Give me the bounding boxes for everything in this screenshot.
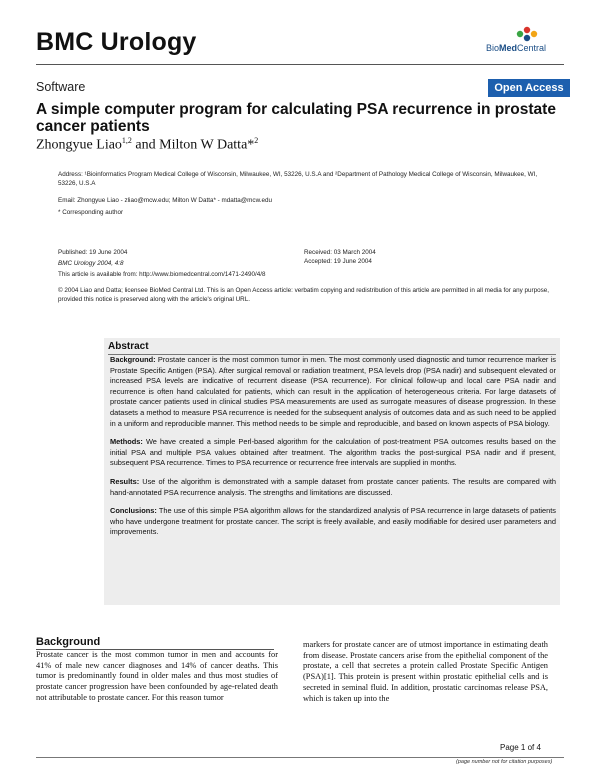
author-name[interactable]: Milton W Datta* [159,137,255,153]
article-title: A simple computer program for calculating PSA recurrence in prostate cancer patients [36,101,556,135]
abstract-results: Results: Use of the algorithm is demonstrated with a sample dataset from prostate cancer patients. The results are compared with hand-annotated PSA recurrence analysis. The strengths and limitations are discussed. [110,476,556,497]
body-column-right: markers for prostate cancer are of utmost importance in estimating death from disease. Prostate cancers arise from the epithelial component of the prostate, a cell that secretes a protein called Prostate Specific Antigen (PSA)[1]. This protein is present within prostatic epithelial cells and is secreted in seminal fluid. In addition, prostatic carcinomas release PSA, which is taken up into the [303,640,548,703]
affiliation-address: Address: ¹Bioinformatics Program Medical College of Wisconsin, Milwaukee, WI, 53226, U.S.A and ²Department of Pathology Medical College of Wisconsin, Milwaukee, WI, 53226, U.S.A [58,171,538,187]
header-divider [36,64,564,65]
corresponding-author-note: * Corresponding author [58,209,124,216]
abstract-conclusions: Conclusions: The use of this simple PSA algorithm allows for the standardized analysis of PSA recurrence in large datasets of patients who have undergone treatment for prostate cancer. The script is freely available, and easily modifiable for desired user parameters and improvements. [110,506,557,537]
footer-divider [36,757,564,758]
received-date: Received: 03 March 2004 [304,249,376,256]
author-list [36,136,258,154]
body-column-left: Prostate cancer is the most common tumor in men and accounts for 41% of male new cancer diagnoses and 14% of cancer deaths. This tumor is predominantly found in older males and thus most studies of prostate cancer progression have been confounded by age-related death not attributable to prostate cancer. For this reason tumor [36,650,278,702]
abstract-background: Background: Prostate cancer is the most common tumor in men. The most commonly used diagnostic and tumor recurrence marker is Prostate Specific Antigen (PSA). After surgical removal or radiation treatment, PSA levels drop (PSA nadir) and subsequent elevated or increased PSA levels are indicative of recurrent disease (PSA recurrence). For clinical follow-up and local care PSA nadir and recurrence is often hand calculated for patients, which can result in the application of heterogeneous criteria. For large datasets of prostate cancer patients used in clinical studies PSA measurements are used as surrogate measures of disease progression. In these datasets a method to measure PSA recurrence is needed for the subsequent analysis of outcomes data and as such need to be applied in a uniform and reproducible manner. This method needs to be simple and reproducible, and based on known aspects of PSA biology. [110,355,556,428]
copyright-notice: © 2004 Liao and Datta; licensee BioMed Central Ltd. This is an Open Access article: verbatim copying and redistribution of this article are permitted in all media for any purpose, provided this notice is preserved along with the article's original URL. [58,287,550,303]
author-conjunction: and [135,137,156,153]
abstract-heading: Abstract [108,341,556,355]
author-emails[interactable]: Email: Zhongyue Liao - zliao@mcw.edu; Milton W Datta* - mdatta@mcw.edu [58,197,273,204]
citation: BMC Urology 2004, 4:8 [58,260,124,267]
page-number-note: (page number not for citation purposes) [456,759,553,765]
published-date: Published: 19 June 2004 [58,249,128,256]
article-type: Software [36,80,86,94]
author-affiliation: 1,2 [121,136,132,145]
abstract-body [110,355,556,546]
abstract-methods: Methods: We have created a simple Perl-based algorithm for the calculation of post-treatment PSA outcomes results based on the initial PSA and multiple PSA values obtained after treatment. The algorithm tracks the post-surgical PSA nadir and if present, subsequent PSA recurrence. Times to PSA recurrence or recurrence free intervals are supplied in months. [110,437,556,468]
article-url[interactable]: This article is available from: http://www.biomedcentral.com/1471-2490/4/8 [58,271,266,278]
journal-title: BMC Urology [36,28,197,56]
section-heading-background: Background [36,636,274,650]
author-name[interactable]: Zhongyue Liao [36,137,122,153]
accepted-date: Accepted: 19 June 2004 [304,258,372,265]
page-number: Page 1 of 4 [500,743,541,752]
publisher-logo-text: BioMedCentral [486,43,547,53]
author-affiliation: 2 [254,136,259,145]
open-access-badge: Open Access [488,79,570,97]
